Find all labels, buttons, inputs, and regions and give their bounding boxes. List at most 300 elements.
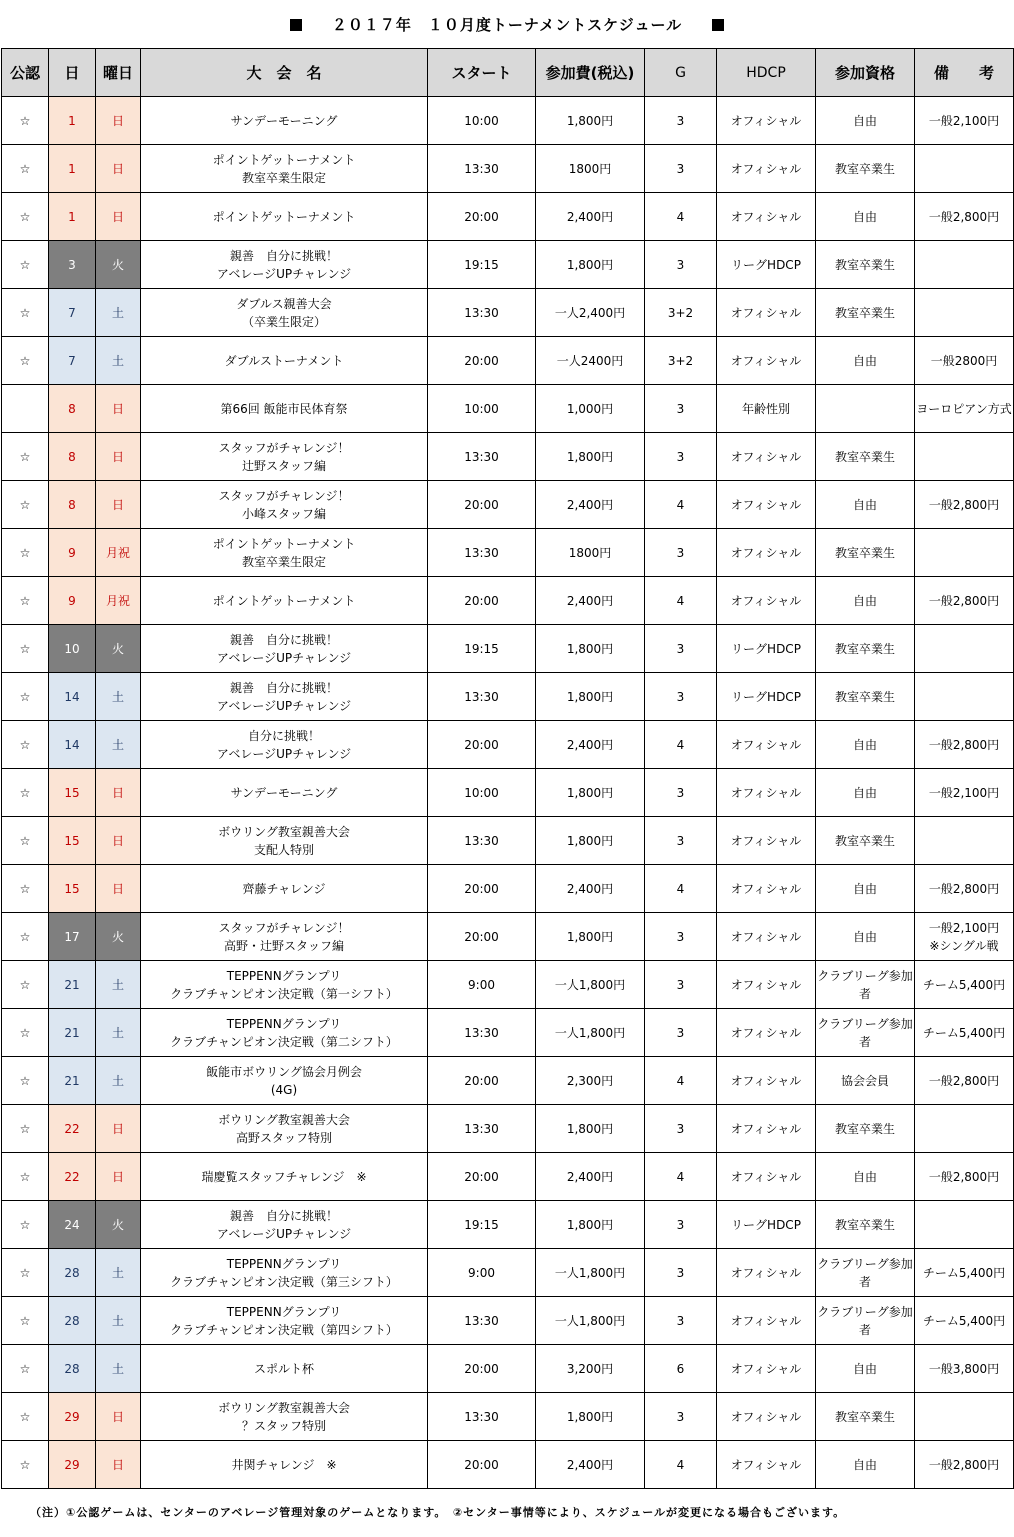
start-time-cell: 13:30 xyxy=(428,817,536,865)
remarks-cell xyxy=(915,529,1014,577)
games-cell: 4 xyxy=(645,1153,717,1201)
event-name-cell: 親善 自分に挑戦！ アベレージUPチャレンジ xyxy=(141,241,428,289)
games-cell: 4 xyxy=(645,1057,717,1105)
table-row xyxy=(2,1009,1014,1057)
fee-cell: 1,800円 xyxy=(536,625,645,673)
weekday-cell: 土 xyxy=(96,1345,141,1393)
table-row xyxy=(2,1441,1014,1489)
hdcp-cell: オフィシャル xyxy=(717,961,816,1009)
table-row xyxy=(2,1201,1014,1249)
games-cell: 4 xyxy=(645,193,717,241)
qualification-cell: 自由 xyxy=(816,481,915,529)
start-time-cell: 19:15 xyxy=(428,241,536,289)
official-cell: ☆ xyxy=(2,1009,49,1057)
start-time-cell: 13:30 xyxy=(428,145,536,193)
games-cell: 3 xyxy=(645,1297,717,1345)
games-cell: 3 xyxy=(645,625,717,673)
event-name-cell: サンデーモーニング xyxy=(141,97,428,145)
start-time-cell: 20:00 xyxy=(428,337,536,385)
official-cell: ☆ xyxy=(2,721,49,769)
remarks-cell: 一般2,800円 xyxy=(915,193,1014,241)
day-cell: 21 xyxy=(49,1009,96,1057)
header-hdcp: HDCP xyxy=(717,49,816,97)
remarks-cell: 一般2,800円 xyxy=(915,865,1014,913)
fee-cell: 一人1,800円 xyxy=(536,1249,645,1297)
weekday-cell: 火 xyxy=(96,625,141,673)
day-cell: 1 xyxy=(49,145,96,193)
official-cell: ☆ xyxy=(2,1441,49,1489)
fee-cell: 2,400円 xyxy=(536,721,645,769)
day-cell: 14 xyxy=(49,721,96,769)
hdcp-cell: オフィシャル xyxy=(717,913,816,961)
weekday-cell: 土 xyxy=(96,1009,141,1057)
start-time-cell: 20:00 xyxy=(428,1441,536,1489)
games-cell: 6 xyxy=(645,1345,717,1393)
event-name-cell: TEPPENNグランプリ クラブチャンピオン決定戦（第二シフト） xyxy=(141,1009,428,1057)
remarks-cell: 一般2,800円 xyxy=(915,1441,1014,1489)
schedule-table xyxy=(1,48,1014,1489)
start-time-cell: 20:00 xyxy=(428,1153,536,1201)
remarks-cell xyxy=(915,1105,1014,1153)
official-cell: ☆ xyxy=(2,1249,49,1297)
hdcp-cell: オフィシャル xyxy=(717,289,816,337)
event-name-cell: 親善 自分に挑戦！ アベレージUPチャレンジ xyxy=(141,625,428,673)
official-cell: ☆ xyxy=(2,145,49,193)
weekday-cell: 日 xyxy=(96,433,141,481)
day-cell: 10 xyxy=(49,625,96,673)
hdcp-cell: オフィシャル xyxy=(717,1249,816,1297)
official-cell: ☆ xyxy=(2,1153,49,1201)
fee-cell: 一人2,400円 xyxy=(536,289,645,337)
hdcp-cell: リーグHDCP xyxy=(717,1201,816,1249)
fee-cell: 1,800円 xyxy=(536,817,645,865)
remarks-cell: チーム5,400円 xyxy=(915,1249,1014,1297)
start-time-cell: 10:00 xyxy=(428,97,536,145)
event-name-cell: スポルト杯 xyxy=(141,1345,428,1393)
games-cell: 3+2 xyxy=(645,337,717,385)
hdcp-cell: オフィシャル xyxy=(717,1009,816,1057)
qualification-cell: 自由 xyxy=(816,577,915,625)
weekday-cell: 土 xyxy=(96,673,141,721)
table-row xyxy=(2,289,1014,337)
fee-cell: 一人1,800円 xyxy=(536,961,645,1009)
fee-cell: 1,800円 xyxy=(536,433,645,481)
fee-cell: 1,000円 xyxy=(536,385,645,433)
qualification-cell: 教室卒業生 xyxy=(816,1105,915,1153)
games-cell: 3 xyxy=(645,769,717,817)
start-time-cell: 20:00 xyxy=(428,865,536,913)
qualification-cell: クラブリーグ参加者 xyxy=(816,1297,915,1345)
remarks-cell xyxy=(915,433,1014,481)
official-cell: ☆ xyxy=(2,865,49,913)
official-cell: ☆ xyxy=(2,1297,49,1345)
remarks-cell xyxy=(915,145,1014,193)
games-cell: 3 xyxy=(645,817,717,865)
event-name-cell: 自分に挑戦！ アベレージUPチャレンジ xyxy=(141,721,428,769)
table-row xyxy=(2,1297,1014,1345)
day-cell: 22 xyxy=(49,1105,96,1153)
fee-cell: 1,800円 xyxy=(536,1201,645,1249)
hdcp-cell: オフィシャル xyxy=(717,481,816,529)
square-bullet-icon xyxy=(290,19,302,31)
official-cell: ☆ xyxy=(2,577,49,625)
remarks-cell: 一般2,800円 xyxy=(915,721,1014,769)
event-name-cell: スタッフがチャレンジ！ 小峰スタッフ編 xyxy=(141,481,428,529)
header-qualification: 参加資格 xyxy=(816,49,915,97)
remarks-cell xyxy=(915,673,1014,721)
event-name-cell: サンデーモーニング xyxy=(141,769,428,817)
day-cell: 7 xyxy=(49,289,96,337)
hdcp-cell: リーグHDCP xyxy=(717,673,816,721)
qualification-cell: 教室卒業生 xyxy=(816,817,915,865)
header-games: G xyxy=(645,49,717,97)
day-cell: 9 xyxy=(49,577,96,625)
weekday-cell: 火 xyxy=(96,913,141,961)
games-cell: 4 xyxy=(645,577,717,625)
official-cell: ☆ xyxy=(2,433,49,481)
hdcp-cell: リーグHDCP xyxy=(717,625,816,673)
hdcp-cell: オフィシャル xyxy=(717,1441,816,1489)
fee-cell: 1800円 xyxy=(536,529,645,577)
day-cell: 28 xyxy=(49,1297,96,1345)
fee-cell: 1,800円 xyxy=(536,673,645,721)
official-cell: ☆ xyxy=(2,289,49,337)
fee-cell: 2,400円 xyxy=(536,193,645,241)
day-cell: 29 xyxy=(49,1393,96,1441)
weekday-cell: 日 xyxy=(96,481,141,529)
fee-cell: 1,800円 xyxy=(536,97,645,145)
weekday-cell: 日 xyxy=(96,1105,141,1153)
games-cell: 3 xyxy=(645,1393,717,1441)
start-time-cell: 19:15 xyxy=(428,625,536,673)
weekday-cell: 日 xyxy=(96,193,141,241)
official-cell: ☆ xyxy=(2,529,49,577)
official-cell: ☆ xyxy=(2,913,49,961)
start-time-cell: 13:30 xyxy=(428,1297,536,1345)
weekday-cell: 日 xyxy=(96,865,141,913)
start-time-cell: 10:00 xyxy=(428,385,536,433)
table-row xyxy=(2,1105,1014,1153)
table-row xyxy=(2,97,1014,145)
day-cell: 8 xyxy=(49,385,96,433)
official-cell: ☆ xyxy=(2,1057,49,1105)
square-bullet-icon xyxy=(712,19,724,31)
weekday-cell: 土 xyxy=(96,1297,141,1345)
weekday-cell: 火 xyxy=(96,241,141,289)
day-cell: 8 xyxy=(49,433,96,481)
games-cell: 4 xyxy=(645,721,717,769)
hdcp-cell: オフィシャル xyxy=(717,721,816,769)
event-name-cell: ポイントゲットーナメント xyxy=(141,577,428,625)
qualification-cell: 自由 xyxy=(816,1345,915,1393)
start-time-cell: 13:30 xyxy=(428,1009,536,1057)
qualification-cell: 教室卒業生 xyxy=(816,673,915,721)
event-name-cell: TEPPENNグランプリ クラブチャンピオン決定戦（第三シフト） xyxy=(141,1249,428,1297)
table-row xyxy=(2,337,1014,385)
games-cell: 3 xyxy=(645,97,717,145)
table-row xyxy=(2,433,1014,481)
day-cell: 8 xyxy=(49,481,96,529)
event-name-cell: ボウリング教室親善大会 支配人特別 xyxy=(141,817,428,865)
official-cell: ☆ xyxy=(2,673,49,721)
day-cell: 22 xyxy=(49,1153,96,1201)
remarks-cell xyxy=(915,625,1014,673)
weekday-cell: 日 xyxy=(96,1153,141,1201)
remarks-cell xyxy=(915,817,1014,865)
table-row xyxy=(2,241,1014,289)
games-cell: 3 xyxy=(645,145,717,193)
table-row xyxy=(2,145,1014,193)
remarks-cell: 一般2,800円 xyxy=(915,577,1014,625)
event-name-cell: ボウリング教室親善大会 高野スタッフ特別 xyxy=(141,1105,428,1153)
games-cell: 3 xyxy=(645,1105,717,1153)
weekday-cell: 土 xyxy=(96,961,141,1009)
remarks-cell: 一般2,800円 xyxy=(915,1057,1014,1105)
day-cell: 24 xyxy=(49,1201,96,1249)
event-name-cell: ポイントゲットーナメント 教室卒業生限定 xyxy=(141,145,428,193)
weekday-cell: 月祝 xyxy=(96,577,141,625)
games-cell: 3 xyxy=(645,961,717,1009)
day-cell: 28 xyxy=(49,1249,96,1297)
qualification-cell: 自由 xyxy=(816,193,915,241)
day-cell: 3 xyxy=(49,241,96,289)
event-name-cell: 親善 自分に挑戦！ アベレージUPチャレンジ xyxy=(141,673,428,721)
event-name-cell: ダブルストーナメント xyxy=(141,337,428,385)
weekday-cell: 土 xyxy=(96,289,141,337)
official-cell: ☆ xyxy=(2,1201,49,1249)
weekday-cell: 日 xyxy=(96,385,141,433)
table-row xyxy=(2,1345,1014,1393)
fee-cell: 一人1,800円 xyxy=(536,1009,645,1057)
official-cell xyxy=(2,385,49,433)
fee-cell: 1,800円 xyxy=(536,241,645,289)
qualification-cell: 自由 xyxy=(816,721,915,769)
qualification-cell: 自由 xyxy=(816,913,915,961)
weekday-cell: 日 xyxy=(96,97,141,145)
start-time-cell: 13:30 xyxy=(428,433,536,481)
start-time-cell: 20:00 xyxy=(428,1057,536,1105)
hdcp-cell: オフィシャル xyxy=(717,817,816,865)
header-fee: 参加費(税込) xyxy=(536,49,645,97)
remarks-cell: チーム5,400円 xyxy=(915,1009,1014,1057)
remarks-cell: 一般2,100円 xyxy=(915,769,1014,817)
event-name-cell: ボウリング教室親善大会 ？スタッフ特別 xyxy=(141,1393,428,1441)
start-time-cell: 13:30 xyxy=(428,1393,536,1441)
footnote: （注）①公認ゲームは、センターのアベレージ管理対象のゲームとなります。 ②センター事情等により、スケジュールが変更になる場合もございます。 xyxy=(30,1506,846,1519)
start-time-cell: 9:00 xyxy=(428,1249,536,1297)
official-cell: ☆ xyxy=(2,1345,49,1393)
official-cell: ☆ xyxy=(2,961,49,1009)
start-time-cell: 20:00 xyxy=(428,913,536,961)
event-name-cell: 親善 自分に挑戦！ アベレージUPチャレンジ xyxy=(141,1201,428,1249)
fee-cell: 1,800円 xyxy=(536,1105,645,1153)
table-row xyxy=(2,1249,1014,1297)
start-time-cell: 20:00 xyxy=(428,721,536,769)
official-cell: ☆ xyxy=(2,241,49,289)
table-row xyxy=(2,913,1014,961)
fee-cell: 一人2400円 xyxy=(536,337,645,385)
table-row xyxy=(2,481,1014,529)
hdcp-cell: オフィシャル xyxy=(717,1153,816,1201)
day-cell: 21 xyxy=(49,961,96,1009)
fee-cell: 2,400円 xyxy=(536,865,645,913)
hdcp-cell: 年齢性別 xyxy=(717,385,816,433)
table-row xyxy=(2,1393,1014,1441)
event-name-cell: TEPPENNグランプリ クラブチャンピオン決定戦（第一シフト） xyxy=(141,961,428,1009)
weekday-cell: 日 xyxy=(96,1441,141,1489)
start-time-cell: 20:00 xyxy=(428,481,536,529)
hdcp-cell: オフィシャル xyxy=(717,97,816,145)
weekday-cell: 土 xyxy=(96,721,141,769)
remarks-cell: 一般2,800円 xyxy=(915,481,1014,529)
games-cell: 4 xyxy=(645,1441,717,1489)
remarks-cell: チーム5,400円 xyxy=(915,1297,1014,1345)
table-row xyxy=(2,865,1014,913)
remarks-cell xyxy=(915,1201,1014,1249)
official-cell: ☆ xyxy=(2,481,49,529)
official-cell: ☆ xyxy=(2,769,49,817)
qualification-cell: 教室卒業生 xyxy=(816,241,915,289)
table-row xyxy=(2,673,1014,721)
games-cell: 3 xyxy=(645,1249,717,1297)
official-cell: ☆ xyxy=(2,625,49,673)
hdcp-cell: オフィシャル xyxy=(717,145,816,193)
day-cell: 15 xyxy=(49,769,96,817)
official-cell: ☆ xyxy=(2,97,49,145)
start-time-cell: 10:00 xyxy=(428,769,536,817)
remarks-cell: 一般2800円 xyxy=(915,337,1014,385)
fee-cell: 2,400円 xyxy=(536,1441,645,1489)
title-text: ２０１７年 １０月度トーナメントスケジュール xyxy=(331,16,683,34)
hdcp-cell: リーグHDCP xyxy=(717,241,816,289)
games-cell: 3+2 xyxy=(645,289,717,337)
fee-cell: 一人1,800円 xyxy=(536,1297,645,1345)
event-name-cell: スタッフがチャレンジ！ 辻野スタッフ編 xyxy=(141,433,428,481)
day-cell: 15 xyxy=(49,865,96,913)
games-cell: 4 xyxy=(645,481,717,529)
fee-cell: 2,400円 xyxy=(536,1153,645,1201)
table-row xyxy=(2,529,1014,577)
qualification-cell xyxy=(816,385,915,433)
header-day: 日 xyxy=(49,49,96,97)
hdcp-cell: オフィシャル xyxy=(717,1297,816,1345)
hdcp-cell: オフィシャル xyxy=(717,433,816,481)
qualification-cell: 自由 xyxy=(816,337,915,385)
weekday-cell: 月祝 xyxy=(96,529,141,577)
fee-cell: 2,400円 xyxy=(536,481,645,529)
start-time-cell: 20:00 xyxy=(428,193,536,241)
day-cell: 1 xyxy=(49,193,96,241)
qualification-cell: 教室卒業生 xyxy=(816,1393,915,1441)
remarks-cell: 一般2,800円 xyxy=(915,1153,1014,1201)
games-cell: 4 xyxy=(645,865,717,913)
fee-cell: 3,200円 xyxy=(536,1345,645,1393)
table-row xyxy=(2,625,1014,673)
remarks-cell: 一般2,100円 xyxy=(915,97,1014,145)
qualification-cell: 自由 xyxy=(816,1441,915,1489)
table-row xyxy=(2,1057,1014,1105)
fee-cell: 2,300円 xyxy=(536,1057,645,1105)
start-time-cell: 20:00 xyxy=(428,577,536,625)
event-name-cell: スタッフがチャレンジ！ 高野・辻野スタッフ編 xyxy=(141,913,428,961)
weekday-cell: 土 xyxy=(96,1249,141,1297)
weekday-cell: 火 xyxy=(96,1201,141,1249)
games-cell: 3 xyxy=(645,673,717,721)
hdcp-cell: オフィシャル xyxy=(717,337,816,385)
games-cell: 3 xyxy=(645,385,717,433)
fee-cell: 2,400円 xyxy=(536,577,645,625)
qualification-cell: 自由 xyxy=(816,1153,915,1201)
games-cell: 3 xyxy=(645,241,717,289)
hdcp-cell: オフィシャル xyxy=(717,529,816,577)
event-name-cell: ポイントゲットーナメント 教室卒業生限定 xyxy=(141,529,428,577)
event-name-cell: ダブルス親善大会 （卒業生限定） xyxy=(141,289,428,337)
official-cell: ☆ xyxy=(2,817,49,865)
qualification-cell: 教室卒業生 xyxy=(816,433,915,481)
hdcp-cell: オフィシャル xyxy=(717,1105,816,1153)
day-cell: 28 xyxy=(49,1345,96,1393)
weekday-cell: 日 xyxy=(96,1393,141,1441)
day-cell: 9 xyxy=(49,529,96,577)
page-title xyxy=(0,14,1014,38)
remarks-cell xyxy=(915,1393,1014,1441)
qualification-cell: 教室卒業生 xyxy=(816,145,915,193)
day-cell: 29 xyxy=(49,1441,96,1489)
remarks-cell xyxy=(915,241,1014,289)
event-name-cell: TEPPENNグランプリ クラブチャンピオン決定戦（第四シフト） xyxy=(141,1297,428,1345)
start-time-cell: 13:30 xyxy=(428,289,536,337)
event-name-cell: ポイントゲットーナメント xyxy=(141,193,428,241)
weekday-cell: 日 xyxy=(96,145,141,193)
remarks-cell xyxy=(915,289,1014,337)
fee-cell: 1800円 xyxy=(536,145,645,193)
table-row xyxy=(2,721,1014,769)
fee-cell: 1,800円 xyxy=(536,913,645,961)
weekday-cell: 日 xyxy=(96,817,141,865)
day-cell: 1 xyxy=(49,97,96,145)
table-row xyxy=(2,961,1014,1009)
qualification-cell: 教室卒業生 xyxy=(816,1201,915,1249)
games-cell: 3 xyxy=(645,529,717,577)
start-time-cell: 13:30 xyxy=(428,529,536,577)
event-name-cell: 第66回 飯能市民体育祭 xyxy=(141,385,428,433)
event-name-cell: 齊藤チャレンジ xyxy=(141,865,428,913)
day-cell: 17 xyxy=(49,913,96,961)
start-time-cell: 19:15 xyxy=(428,1201,536,1249)
hdcp-cell: オフィシャル xyxy=(717,1345,816,1393)
qualification-cell: クラブリーグ参加者 xyxy=(816,1249,915,1297)
official-cell: ☆ xyxy=(2,1105,49,1153)
table-row xyxy=(2,193,1014,241)
start-time-cell: 13:30 xyxy=(428,673,536,721)
qualification-cell: クラブリーグ参加者 xyxy=(816,961,915,1009)
qualification-cell: 教室卒業生 xyxy=(816,289,915,337)
weekday-cell: 土 xyxy=(96,1057,141,1105)
games-cell: 3 xyxy=(645,913,717,961)
qualification-cell: 協会会員 xyxy=(816,1057,915,1105)
table-row xyxy=(2,385,1014,433)
qualification-cell: 自由 xyxy=(816,769,915,817)
header-remarks: 備 考 xyxy=(915,49,1014,97)
start-time-cell: 20:00 xyxy=(428,1345,536,1393)
header-name: 大 会 名 xyxy=(141,49,428,97)
fee-cell: 1,800円 xyxy=(536,769,645,817)
remarks-cell: ヨーロピアン方式 xyxy=(915,385,1014,433)
hdcp-cell: オフィシャル xyxy=(717,577,816,625)
start-time-cell: 13:30 xyxy=(428,1105,536,1153)
remarks-cell: 一般3,800円 xyxy=(915,1345,1014,1393)
hdcp-cell: オフィシャル xyxy=(717,1393,816,1441)
